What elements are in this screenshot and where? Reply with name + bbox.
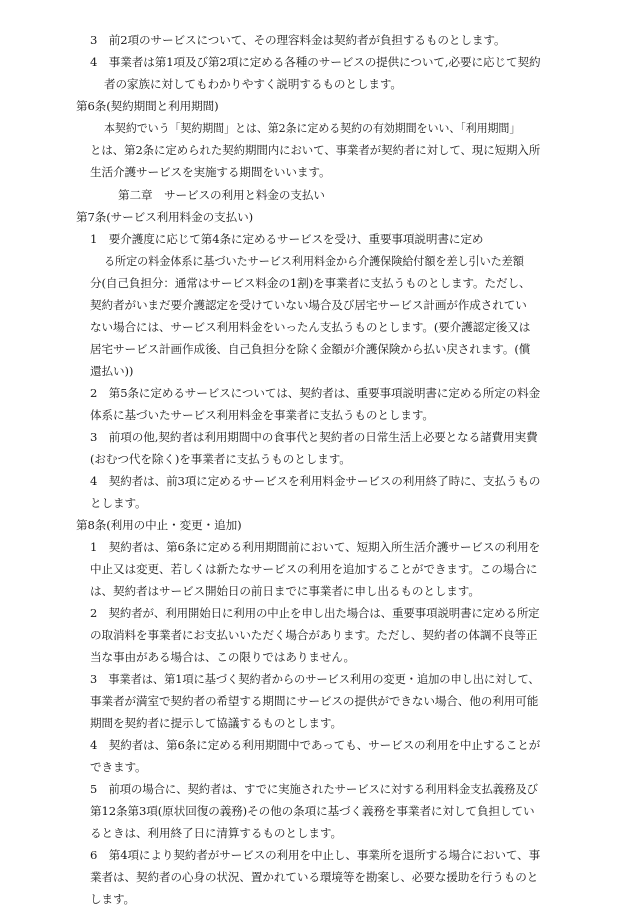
text-line-13: 契約者がいまだ要介護認定を受けていない場合及び居宅サービス計画が作成されてい <box>90 298 527 312</box>
text-line-28: の取消料を事業者にお支払いいただく場合があります。ただし、契約者の体調不良等正 <box>90 628 538 642</box>
text-line-22: とします。 <box>90 496 147 510</box>
text-line-38: 6 第4項により契約者がサービスの利用を中止し、事業所を退所する場合において、事 <box>90 848 541 862</box>
text-line-4: 第6条(契約期間と利用期間) <box>76 99 219 113</box>
text-line-26: は、契約者はサービス開始日の前日までに事業者に申し出るものとします。 <box>90 584 480 598</box>
text-line-15: 居宅サービス計画作成後、自己負担分を除く金額が介護保険から払い戻されます。(償 <box>90 342 531 356</box>
text-line-10: 1 要介護度に応じて第4条に定めるサービスを受け、重要事項説明書に定め <box>90 232 484 246</box>
text-line-33: 4 契約者は、第6条に定める利用期間中であっても、サービスの利用を中止することが <box>90 738 541 752</box>
text-line-1: 3 前2項のサービスについて、その理容料金は契約者が負担するものとします。 <box>90 33 506 47</box>
text-line-14: ない場合には、サービス利用料金をいったん支払うものとします。(要介護認定後又は <box>90 320 531 334</box>
text-line-20: (おむつ代を除く)を事業者に支払うものとします。 <box>90 452 351 466</box>
text-line-19: 3 前項の他,契約者は利用期間中の食事代と契約者の日常生活上必要となる諸費用実費 <box>90 430 538 444</box>
text-line-37: るときは、利用終了日に清算するものとします。 <box>90 826 342 840</box>
text-line-6: とは、第2条に定められた契約期間内において、事業者が契約者に対して、現に短期入所 <box>90 143 541 157</box>
text-line-32: 期間を契約者に提示して協議するものとします。 <box>90 716 342 730</box>
text-line-36: 第12条第3項(原状回復の義務)その他の条項に基づく義務を事業者に対して負担してい <box>90 804 535 818</box>
text-line-40: します。 <box>90 892 136 906</box>
text-line-21: 4 契約者は、前3項に定めるサービスを利用料金サービスの利用終了時に、支払うもの <box>90 474 541 488</box>
text-line-29: 当な事由がある場合は、この限りではありません。 <box>90 650 356 664</box>
text-line-3: 者の家族に対してもわかりやすく説明するものとします。 <box>104 77 402 91</box>
text-line-30: 3 事業者は、第1項に基づく契約者からのサービス利用の変更・追加の申し出に対して、 <box>90 672 540 686</box>
text-line-31: 事業者が満室で契約者の希望する期間にサービスの提供ができない場合、他の利用可能 <box>90 694 539 708</box>
text-line-12: 分(自己負担分：通常はサービス料金の1割)を事業者に支払うものとします。ただし、 <box>90 276 531 290</box>
text-line-5: 本契約でいう「契約期間」とは、第2条に定める契約の有効期間をいい、「利用期間」 <box>104 121 521 135</box>
text-line-2: 4 事業者は第1項及び第2項に定める各種のサービスの提供について,必要に応じて契約 <box>90 55 541 69</box>
text-line-9: 第7条(サービス利用料金の支払い) <box>76 210 254 224</box>
text-line-34: できます。 <box>90 760 147 774</box>
text-line-16: 還払い)) <box>90 364 134 378</box>
text-line-23: 第8条(利用の中止・変更・追加) <box>76 518 242 532</box>
text-line-7: 生活介護サービスを実施する期間をいいます。 <box>90 165 331 179</box>
text-line-18: 体系に基づいたサービス利用料金を事業者に支払うものとします。 <box>90 408 434 422</box>
text-line-27: 2 契約者が、利用開始日に利用の中止を申し出た場合は、重要事項説明書に定める所定 <box>90 606 540 620</box>
text-line-11: る所定の料金体系に基づいたサービス利用料金から介護保険給付額を差し引いた差額 <box>104 254 524 268</box>
text-line-8: 第二章 サービスの利用と料金の支払い <box>118 188 325 202</box>
text-line-24: 1 契約者は、第6条に定める利用期間前において、短期入所生活介護サービスの利用を <box>90 540 541 554</box>
text-line-25: 中止又は変更、若しくは新たなサービスの利用を追加することができます。この場合に <box>90 562 538 576</box>
text-line-39: 業者は、契約者の心身の状況、置かれている環境等を勘案し、必要な援助を行うものと <box>90 870 539 884</box>
text-line-35: 5 前項の場合に、契約者は、すでに実施されたサービスに対する利用料金支払義務及び <box>90 782 538 796</box>
text-line-17: 2 第5条に定めるサービスについては、契約者は、重要事項説明書に定める所定の料金 <box>90 386 541 400</box>
